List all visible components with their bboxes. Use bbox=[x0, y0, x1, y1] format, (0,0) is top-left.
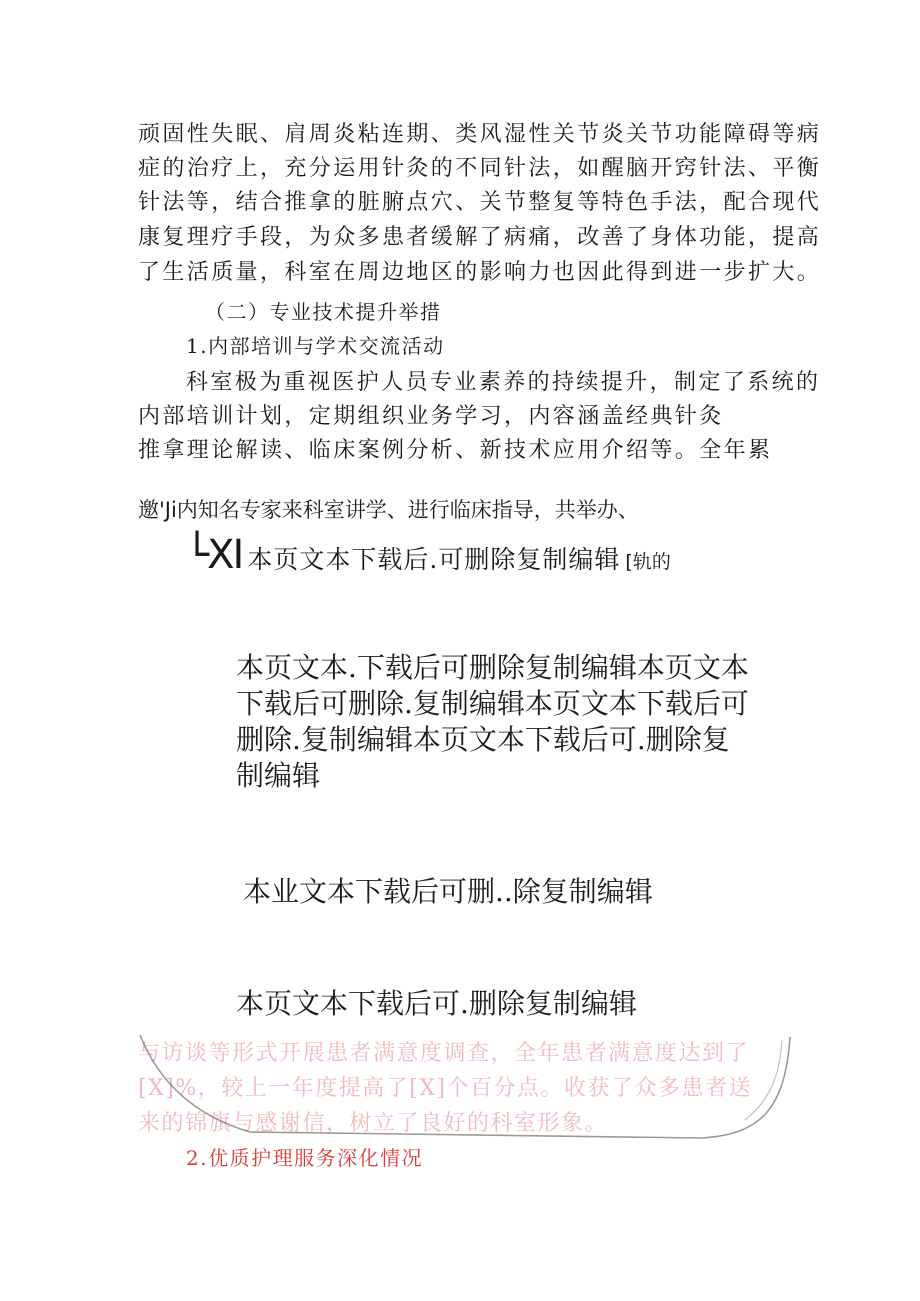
text-line: 内部培训计划，定期组织业务学习，内容涵盖经典针灸 bbox=[138, 404, 724, 429]
garbled-text-line: 邀'Ji内知名专家来科室讲学、进行临床指导，共举办、 bbox=[138, 498, 639, 522]
broken-text: 本页文本下载后.可删除复制编辑 bbox=[247, 545, 621, 574]
text-line: 顽固性失眠、肩周炎粘连期、类风湿性关节炎关节功能障碍等病 bbox=[138, 122, 822, 147]
text-line: 科室极为重视医护人员专业素养的持续提升，制定了系统的 bbox=[186, 370, 821, 395]
faded-text-line: 来的锦旗与感谢信，树立了良好的科室形象。 bbox=[138, 1111, 609, 1136]
text-line: 症的治疗上，充分运用针灸的不同针法，如醒脑开窍针法、平衡 bbox=[138, 156, 822, 181]
watermark-line: 下载后可删除.复制编辑本页文本下载后可 bbox=[236, 687, 749, 720]
subsection-heading: 2.优质护理服务深化情况 bbox=[186, 1146, 424, 1170]
watermark-line: 本页文本下载后可.删除复制编辑 bbox=[236, 987, 637, 1020]
broken-glyph-mark: └XI bbox=[185, 532, 243, 578]
broken-text-line bbox=[185, 532, 671, 578]
text-line: 针法等，结合推拿的脏腑点穴、关节整复等特色手法，配合现代 bbox=[138, 190, 822, 215]
text-line: 了生活质量，科室在周边地区的影响力也因此得到进一步扩大。 bbox=[138, 260, 822, 285]
broken-text-tail: [轨的 bbox=[625, 551, 671, 573]
faded-text-line: [X]%，较上一年度提高了[X]个百分点。收获了众多患者送 bbox=[138, 1076, 753, 1101]
section-heading: （二）专业技术提升举措 bbox=[205, 300, 442, 324]
subsection-heading: 1.内部培训与学术交流活动 bbox=[186, 334, 445, 358]
text-line: 康复理疗手段，为众多患者缓解了病痛，改善了身体功能，提高 bbox=[138, 225, 822, 250]
watermark-line: 制编辑 bbox=[236, 759, 321, 792]
watermark-line: 本业文本下载后可删..除复制编辑 bbox=[243, 875, 653, 908]
watermark-line: 本页文本.下载后可删除复制编辑本页文本 bbox=[236, 651, 749, 684]
watermark-line: 删除.复制编辑本页文本下载后可.删除复 bbox=[236, 723, 730, 756]
faded-text-line: 与访谈等形式开展患者满意度调查，全年患者满意度达到了 bbox=[138, 1041, 750, 1066]
text-line: 推拿理论解读、临床案例分析、新技术应用介绍等。全年累 bbox=[138, 438, 773, 463]
